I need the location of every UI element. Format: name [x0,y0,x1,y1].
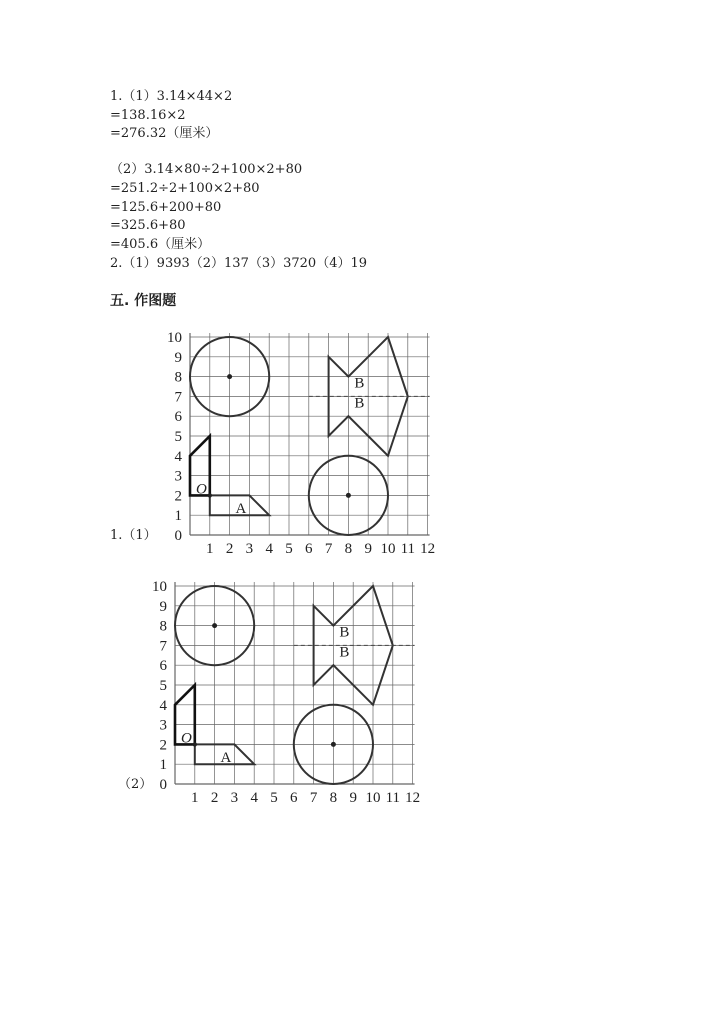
y-tick-label: 8 [174,369,182,386]
y-tick-label: 9 [174,349,182,366]
x-tick-label: 6 [305,541,313,557]
answer-line-1: 1.（1）3.14×44×2 [110,89,233,104]
x-tick-label: 5 [285,541,293,557]
x-tick-label: 1 [191,790,199,806]
x-tick-label: 5 [270,790,278,806]
x-tick-label: 11 [400,541,416,557]
circle-center-dot [212,623,217,628]
x-tick-label: 3 [245,541,254,557]
y-tick-label: 6 [174,409,182,426]
y-tick-label: 3 [159,717,167,734]
answer-line-7: =325.6+80 [110,218,186,233]
y-tick-label: 0 [159,777,167,793]
x-tick-label: 4 [265,541,273,557]
y-tick-label: 9 [159,598,167,615]
x-tick-label: 10 [365,790,381,806]
x-tick-label: 6 [290,790,298,806]
x-tick-label: 2 [210,790,219,806]
y-tick-label: 1 [159,757,167,774]
shape-b-label-lower: B [339,644,350,661]
y-tick-label: 2 [174,488,182,505]
x-tick-label: 12 [420,541,436,557]
y-tick-label: 3 [174,468,182,485]
answer-line-5: =251.2÷2+100×2+80 [110,181,260,196]
x-tick-label: 7 [324,541,333,557]
x-tick-label: 1 [206,541,214,557]
y-tick-label: 4 [159,697,167,714]
y-tick-label: 8 [159,618,167,635]
y-tick-label: 5 [159,678,167,694]
shape-a-label: A [220,750,232,767]
answer-line-4: （2）3.14×80÷2+100×2+80 [110,162,303,177]
circle-center-dot [331,742,336,747]
y-tick-label: 1 [174,508,182,525]
y-tick-label: 7 [159,638,167,655]
x-tick-label: 10 [380,541,396,557]
point-o-label: O [195,481,207,498]
y-tick-label: 4 [174,448,182,465]
y-tick-label: 10 [152,579,167,595]
figure-2-label: （2） [118,777,153,792]
point-o-dot [193,742,197,746]
answer-line-9: 2.（1）9393（2）137（3）3720（4）19 [110,256,368,271]
point-o-label: O [180,730,192,747]
answer-line-6: =125.6+200+80 [110,200,222,215]
answer-line-2: =138.16×2 [110,108,186,123]
shape-b-label-upper: B [339,624,350,641]
answer-line-8: =405.6（厘米） [110,237,211,252]
y-tick-label: 10 [167,330,182,346]
y-tick-label: 6 [159,658,167,675]
x-tick-label: 9 [364,541,372,557]
shape-b-label-lower: B [354,395,365,412]
y-tick-label: 0 [174,528,182,544]
y-tick-label: 5 [174,429,182,445]
x-tick-label: 8 [344,541,353,557]
x-tick-label: 9 [349,790,357,806]
shape-a-label: A [235,501,247,518]
x-tick-label: 11 [385,790,401,806]
x-tick-label: 2 [225,541,234,557]
x-tick-label: 12 [405,790,421,806]
y-tick-label: 7 [174,389,182,406]
section-title: 五. 作图题 [110,293,177,309]
y-tick-label: 2 [159,737,167,754]
shape-b-label-upper: B [354,375,365,392]
figure-1-label: 1.（1） [110,528,157,543]
x-tick-label: 4 [250,790,258,806]
x-tick-label: 8 [329,790,338,806]
answer-line-3: =276.32（厘米） [110,126,219,141]
x-tick-label: 7 [309,790,318,806]
x-tick-label: 3 [230,790,239,806]
